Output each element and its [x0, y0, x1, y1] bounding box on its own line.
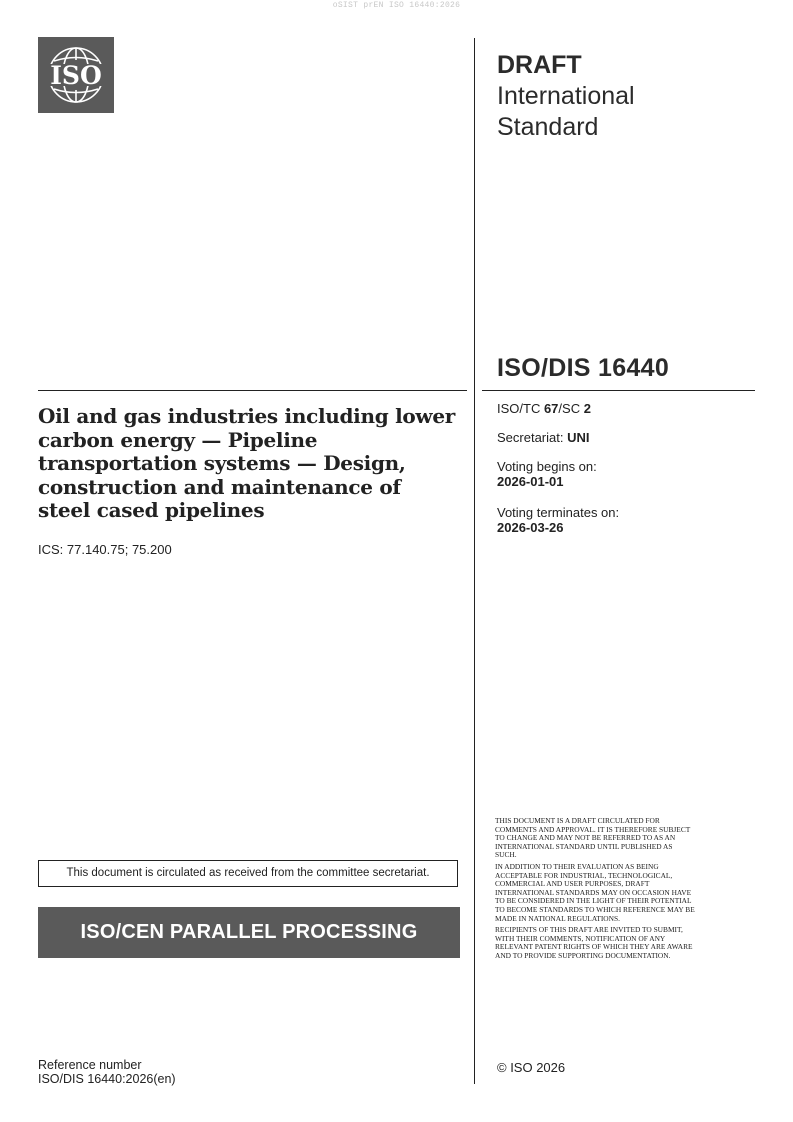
draft-disclaimer [495, 817, 695, 964]
secretariat-info: Secretariat: UNI [497, 430, 590, 445]
iso-logo [38, 37, 114, 113]
watermark-header: oSIST prEN ISO 16440:2026 [332, 1, 461, 10]
reference-number: Reference number ISO/DIS 16440:2026(en) [38, 1058, 176, 1086]
svg-text:ISO: ISO [50, 61, 102, 90]
voting-terminates: Voting terminates on: 2026-03-26 [497, 505, 620, 535]
standard-label: Standard [497, 113, 599, 141]
draft-label: DRAFT [497, 51, 582, 79]
ics-codes: ICS: 77.140.75; 75.200 [38, 542, 172, 557]
copyright: © ISO 2026 [497, 1060, 566, 1075]
column-divider [474, 38, 475, 1084]
voting-terminates-date: 2026-03-26 [497, 520, 564, 535]
title-rule-left [38, 390, 467, 391]
disclaimer-paragraph: IN ADDITION TO THEIR EVALUATION AS BEING ACCEPTABLE FOR INDUSTRIAL, TECHNOLOGICAL, COMMERCIAL AND USER PURPOSES, DRAFT INTERNATIONAL STANDARDS MAY ON OCCASION HAVE TO BE CONSIDERED IN THE LIGHT OF THEIR POTENTIAL TO BECOME STANDARDS TO WHICH REFERENCE MAY BE MADE IN NATIONAL REGULATIONS. [495, 861, 695, 923]
iso-globe-logo-icon [38, 37, 114, 113]
disclaimer-paragraph: THIS DOCUMENT IS A DRAFT CIRCULATED FOR COMMENTS AND APPROVAL. IT IS THEREFORE SUBJECT TO CHANGE AND MAY NOT BE REFERRED TO AS AN INTERNATIONAL STANDARD UNTIL PUBLISHED AS SUCH. [495, 816, 691, 860]
voting-begins-date: 2026-01-01 [497, 474, 564, 489]
parallel-processing-banner: ISO/CEN PARALLEL PROCESSING [38, 907, 460, 958]
voting-begins: Voting begins on: 2026-01-01 [497, 459, 597, 489]
document-title: Oil and gas industries including lower carbon energy — Pipeline transportation systems — Design, construction and maintenance of steel cased pipelines [38, 404, 455, 522]
disclaimer-paragraph: RECIPIENTS OF THIS DRAFT ARE INVITED TO SUBMIT, WITH THEIR COMMENTS, NOTIFICATION OF ANY RELEVANT PATENT RIGHTS OF WHICH THEY ARE AWARE AND TO PROVIDE SUPPORTING DOCUMENTATION. [495, 925, 693, 960]
international-label: International [497, 82, 635, 110]
committee-info: ISO/TC 67/SC 2 [497, 401, 591, 416]
circulation-notice: This document is circulated as received from the committee secretariat. [38, 860, 458, 887]
title-rule-right [482, 390, 755, 391]
draft-heading [497, 50, 635, 143]
document-number: ISO/DIS 16440 [497, 354, 670, 382]
